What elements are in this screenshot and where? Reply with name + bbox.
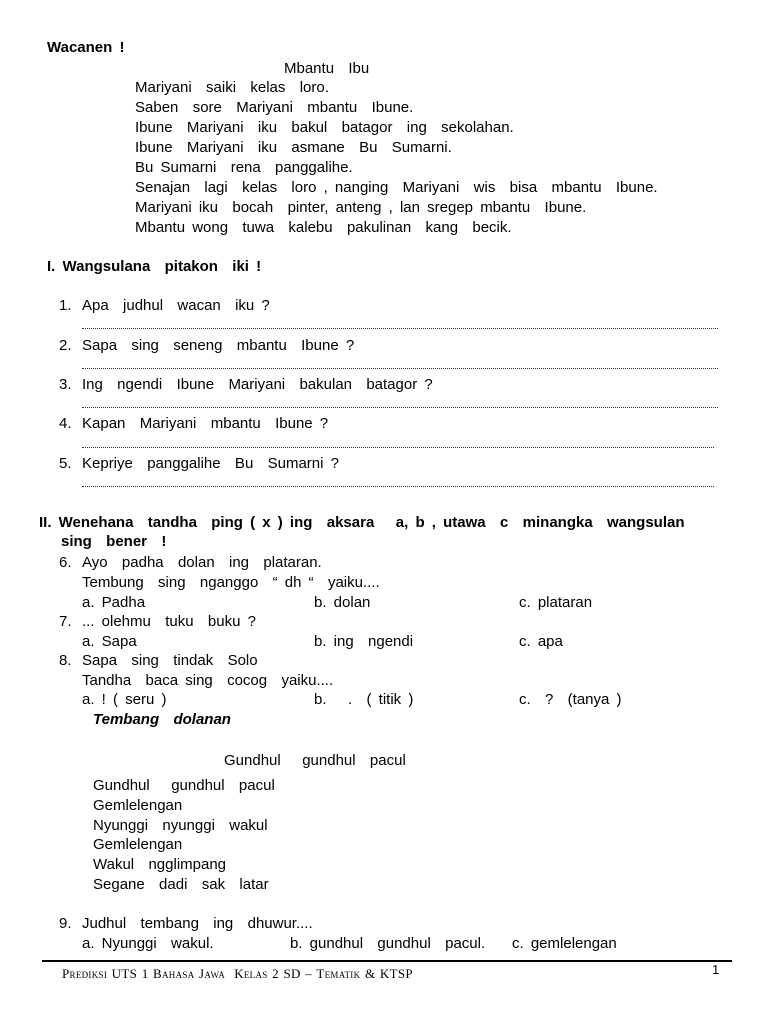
question-number: 5. (59, 455, 72, 472)
question-number: 1. (59, 297, 72, 314)
footer-divider (42, 960, 732, 962)
question-text: Judhul tembang ing dhuwur.... (82, 915, 313, 932)
reading-line: Senajan lagi kelas loro , nanging Mariyani wis bisa mbantu Ibune. (135, 179, 658, 196)
question-number: 2. (59, 337, 72, 354)
option-c[interactable]: c. gemlelengan (512, 935, 617, 952)
reading-line: Ibune Mariyani iku bakul batagor ing sekolahan. (135, 119, 514, 136)
song-line: Segane dadi sak latar (93, 876, 269, 893)
reading-line: Bu Sumarni rena panggalihe. (135, 159, 353, 176)
reading-line: Mariyani saiki kelas loro. (135, 79, 329, 96)
answer-line[interactable] (82, 328, 718, 329)
section1-heading: I. Wangsulana pitakon iki ! (47, 258, 262, 275)
question-number: 7. (59, 613, 72, 630)
question-text: Sapa sing seneng mbantu Ibune ? (82, 337, 355, 354)
section2-heading-cont: sing bener ! (61, 533, 167, 550)
question-text: Kapan Mariyani mbantu Ibune ? (82, 415, 329, 432)
question-number: 8. (59, 652, 72, 669)
question-text: Ing ngendi Ibune Mariyani bakulan batagor ? (82, 376, 433, 393)
page-number: 1 (712, 962, 720, 977)
question-text: Apa judhul wacan iku ? (82, 297, 270, 314)
reading-heading: Wacanen ! (47, 39, 125, 56)
question-text: Tandha baca sing cocog yaiku.... (82, 672, 334, 689)
question-text: Kepriye panggalihe Bu Sumarni ? (82, 455, 339, 472)
question-text: Tembung sing nganggo “ dh “ yaiku.... (82, 574, 380, 591)
song-line: Gemlelengan (93, 797, 183, 814)
question-text: Ayo padha dolan ing plataran. (82, 554, 322, 571)
answer-line[interactable] (82, 447, 714, 448)
option-c[interactable]: c. ? (tanya ) (519, 691, 622, 708)
question-number: 6. (59, 554, 72, 571)
question-number: 9. (59, 915, 72, 932)
song-title: Gundhul gundhul pacul (224, 752, 406, 769)
reading-line: Saben sore Mariyani mbantu Ibune. (135, 99, 414, 116)
song-line: Gundhul gundhul pacul (93, 777, 275, 794)
option-a[interactable]: a. Padha (82, 594, 146, 611)
reading-line: Ibune Mariyani iku asmane Bu Sumarni. (135, 139, 452, 156)
question-number: 4. (59, 415, 72, 432)
question-text: ... olehmu tuku buku ? (82, 613, 256, 630)
option-a[interactable]: a. Nyunggi wakul. (82, 935, 214, 952)
option-b[interactable]: b. gundhul gundhul pacul. (290, 935, 486, 952)
song-line: Gemlelengan (93, 836, 183, 853)
option-b[interactable]: b. ing ngendi (314, 633, 414, 650)
answer-line[interactable] (82, 407, 718, 408)
song-line: Nyunggi nyunggi wakul (93, 817, 268, 834)
option-b[interactable]: b. dolan (314, 594, 371, 611)
option-b[interactable]: b. . ( titik ) (314, 691, 414, 708)
song-line: Wakul ngglimpang (93, 856, 227, 873)
answer-line[interactable] (82, 486, 714, 487)
question-number: 3. (59, 376, 72, 393)
section2-heading: II. Wenehana tandha ping ( x ) ing aksara a, b , utawa c minangka wangsulan (39, 514, 685, 531)
option-c[interactable]: c. apa (519, 633, 563, 650)
option-c[interactable]: c. plataran (519, 594, 593, 611)
option-a[interactable]: a. Sapa (82, 633, 137, 650)
question-text: Sapa sing tindak Solo (82, 652, 258, 669)
song-label: Tembang dolanan (93, 711, 231, 728)
reading-line: Mbantu wong tuwa kalebu pakulinan kang becik. (135, 219, 512, 236)
answer-line[interactable] (82, 368, 718, 369)
option-a[interactable]: a. ! ( seru ) (82, 691, 167, 708)
reading-title: Mbantu Ibu (284, 60, 370, 77)
reading-line: Mariyani iku bocah pinter, anteng , lan sregep mbantu Ibune. (135, 199, 587, 216)
footer-text: Prediksi UTS 1 Bahasa Jawa Kelas 2 SD – Tematik & KTSP (62, 966, 413, 981)
